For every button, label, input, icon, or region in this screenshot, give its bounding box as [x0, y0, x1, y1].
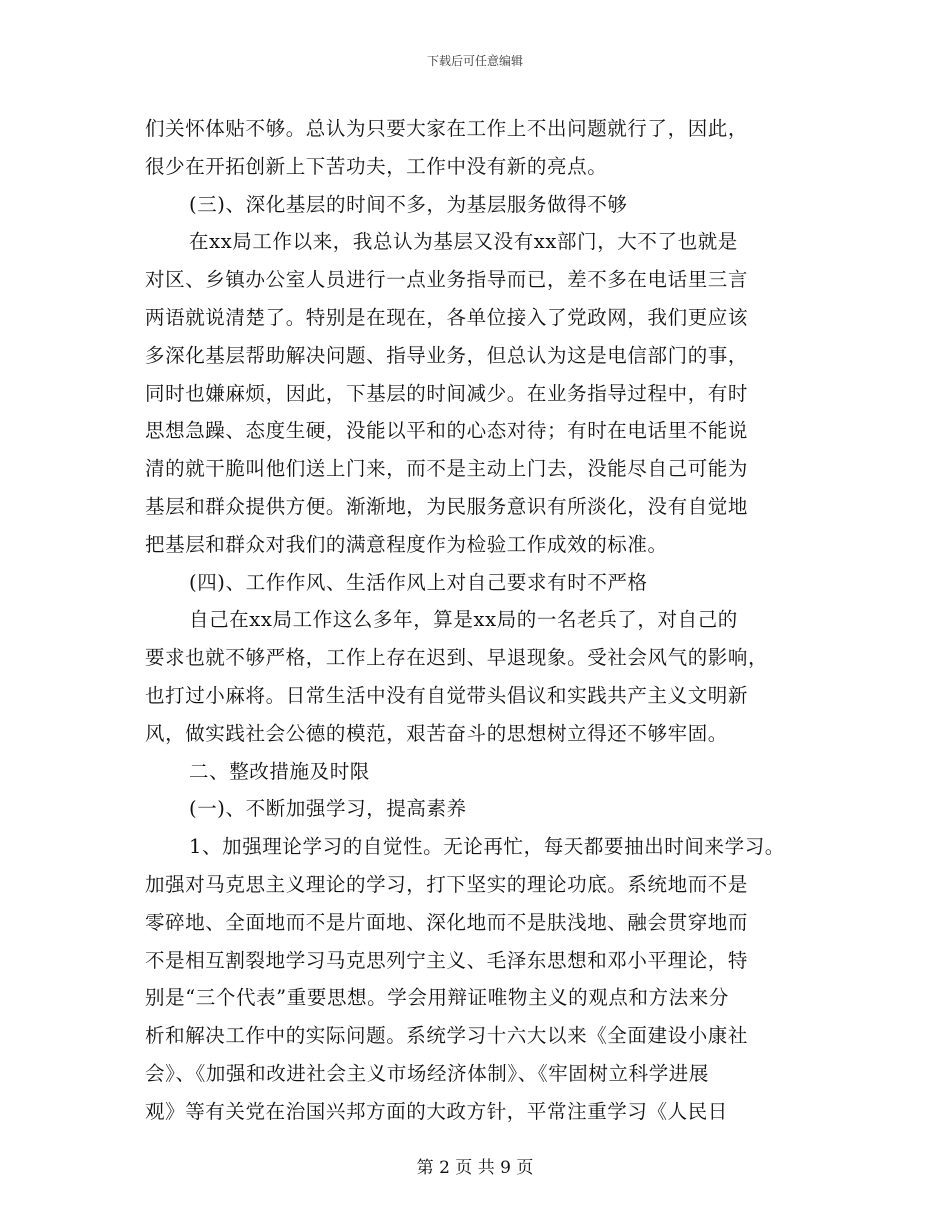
- text-line: 同时也嫌麻烦，因此，下基层的时间减少。在业务指导过程中，有时: [145, 381, 749, 405]
- document-body: [145, 110, 835, 1131]
- text-line: 析和解决工作中的实际问题。系统学习十六大以来《全面建设小康社: [145, 1024, 749, 1048]
- text-line: 也打过小麻将。日常生活中没有自觉带头倡议和实践共产主义文明新: [145, 683, 749, 707]
- text-line: (三)、深化基层的时间不多，为基层服务做得不够: [189, 192, 628, 216]
- text-line: 思想急躁、态度生硬，没能以平和的心态对待；有时在电话里不能说: [145, 419, 749, 443]
- text-line: 加强对马克思主义理论的学习，打下坚实的理论功底。系统地而不是: [145, 872, 749, 896]
- text-line: 们关怀体贴不够。总认为只要大家在工作上不出问题就行了，因此，: [145, 117, 749, 140]
- text-line: 不是相互割裂地学习马克思列宁主义、毛泽东思想和邓小平理论，特: [145, 948, 749, 972]
- text-line: 很少在开拓创新上下苦功夫，工作中没有新的亮点。: [145, 154, 608, 178]
- text-line: 风，做实践社会公德的模范，艰苦奋斗的思想树立得还不够牢固。: [145, 721, 728, 745]
- text-line: (一)、不断加强学习，提高素养: [189, 797, 467, 821]
- text-line: 基层和群众提供方便。渐渐地，为民服务意识有所淡化，没有自觉地: [145, 494, 749, 518]
- text-line: 把基层和群众对我们的满意程度作为检验工作成效的标准。: [145, 532, 668, 556]
- text-line: 多深化基层帮助解决问题、指导业务，但总认为这是电信部门的事，: [145, 343, 749, 367]
- text-line: 零碎地、全面地而不是片面地、深化地而不是肤浅地、融会贯穿地而: [145, 910, 749, 934]
- text-line: 自己在xx局工作这么多年，算是xx局的一名老兵了，对自己的: [189, 608, 738, 632]
- text-line: 清的就干脆叫他们送上门来，而不是主动上门去，没能尽自己可能为: [145, 457, 749, 481]
- text-line: 别是“三个代表”重要思想。学会用辩证唯物主义的观点和方法来分: [145, 986, 729, 1010]
- text-line: 会》、《加强和改进社会主义市场经济体制》、《牢固树立科学进展: [145, 1061, 710, 1085]
- text-line: 要求也就不够严格，工作上存在迟到、早退现象。受社会风气的影响，: [145, 646, 769, 670]
- text-line: 二、整改措施及时限: [189, 759, 370, 783]
- text-line: 观》等有关党在治国兴邦方面的大政方针，平常注重学习《人民日: [145, 1099, 728, 1123]
- page-header: 下载后可任意编辑: [426, 54, 523, 68]
- page-footer: 第 2 页 共 9 页: [416, 1158, 534, 1178]
- text-line: 对区、乡镇办公室人员进行一点业务指导而已，差不多在电话里三言: [145, 268, 749, 292]
- text-line: 两语就说清楚了。特别是在现在，各单位接入了党政网，我们更应该: [145, 305, 749, 329]
- text-line: 1、加强理论学习的自觉性。无论再忙，每天都要抽出时间来学习。: [189, 835, 785, 859]
- text-line: (四)、工作作风、生活作风上对自己要求有时不严格: [189, 570, 648, 594]
- text-line: 在xx局工作以来，我总认为基层又没有xx部门，大不了也就是: [189, 230, 738, 254]
